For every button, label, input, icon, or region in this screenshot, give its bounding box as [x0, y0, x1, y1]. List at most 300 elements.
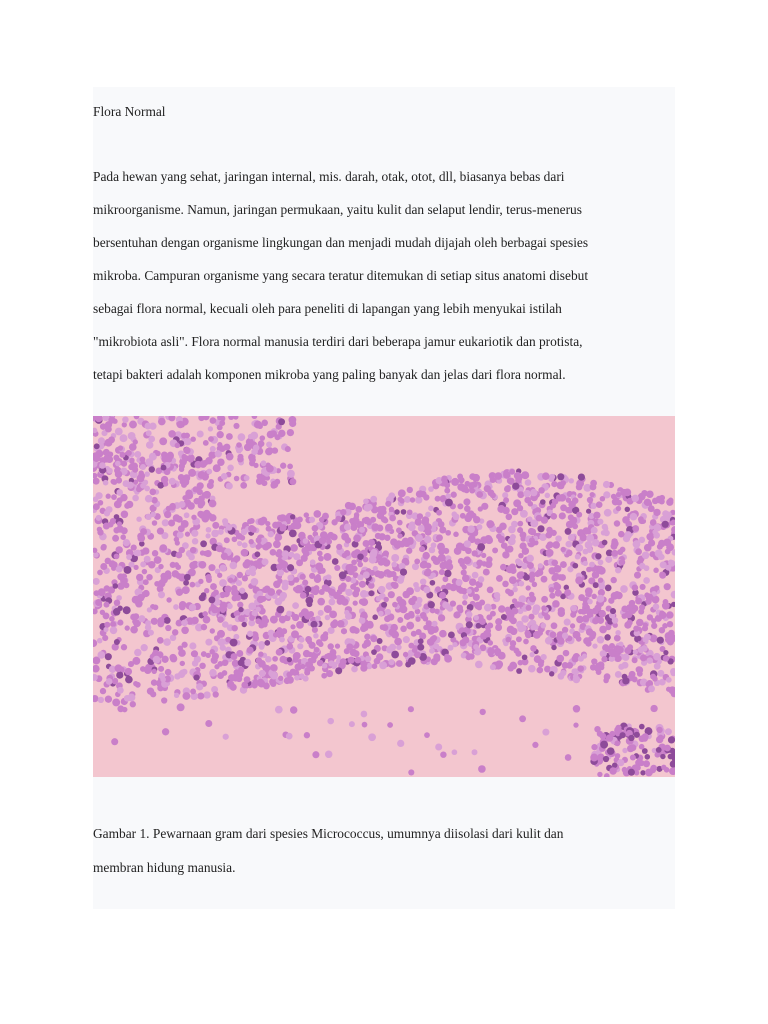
bacterium-cell: [219, 579, 227, 587]
bacterium-cell: [530, 645, 537, 652]
bacterium-cell: [541, 596, 548, 603]
bacterium-cell: [166, 597, 171, 602]
bacterium-cell: [210, 446, 216, 452]
bacterium-cell: [590, 492, 595, 497]
paragraph-line: bersentuhan dengan organisme lingkungan dan menjadi mudah dijajah oleh berbagai spesies: [93, 235, 589, 250]
bacterium-cell: [450, 600, 456, 606]
bacterium-cell: [199, 663, 205, 669]
bacterium-cell: [527, 516, 533, 522]
bacterium-cell: [573, 705, 580, 712]
bacterium-cell: [640, 584, 646, 590]
bacterium-cell: [518, 602, 524, 608]
bacterium-cell: [376, 596, 381, 601]
bacterium-cell: [532, 742, 538, 748]
bacterium-cell: [408, 657, 416, 665]
bacterium-cell: [401, 509, 407, 515]
bacterium-cell: [105, 426, 112, 433]
bacterium-cell: [485, 628, 491, 634]
bacterium-cell: [175, 443, 180, 448]
bacterium-cell: [618, 664, 624, 670]
bacterium-cell: [181, 627, 189, 635]
bacterium-cell: [381, 602, 387, 608]
bacterium-cell: [532, 582, 537, 587]
bacterium-cell: [144, 471, 150, 477]
bacterium-cell: [432, 621, 438, 627]
bacterium-cell: [545, 637, 553, 645]
bacterium-cell: [132, 619, 137, 624]
bacterium-cell: [226, 482, 233, 489]
bacterium-cell: [255, 551, 261, 557]
bacterium-cell: [487, 586, 494, 593]
bacterium-cell: [234, 476, 240, 482]
bacterium-cell: [410, 497, 415, 502]
bacterium-cell: [242, 542, 248, 548]
bacterium-cell: [596, 595, 604, 603]
bacterium-cell: [169, 478, 176, 485]
bacterium-cell: [319, 589, 325, 595]
bacterium-cell: [628, 735, 634, 741]
bacterium-cell: [540, 499, 546, 505]
bacterium-cell: [642, 625, 648, 631]
bacterium-cell: [145, 495, 153, 503]
bacterium-cell: [185, 490, 192, 497]
bacterium-cell: [587, 547, 593, 553]
bacterium-cell: [325, 751, 333, 759]
bacterium-cell: [643, 577, 650, 584]
bacterium-cell: [549, 474, 555, 480]
bacterium-cell: [517, 560, 523, 566]
bacterium-cell: [516, 636, 522, 642]
bacterium-cell: [391, 562, 397, 568]
bacterium-cell: [121, 511, 128, 519]
bacterium-cell: [277, 606, 285, 614]
bacterium-cell: [104, 622, 110, 628]
bacterium-cell: [544, 614, 550, 620]
bacterium-cell: [418, 525, 425, 532]
bacterium-cell: [114, 554, 120, 560]
bacterium-cell: [101, 544, 107, 550]
bacterium-cell: [476, 559, 483, 566]
bacterium-cell: [273, 540, 281, 548]
bacterium-cell: [232, 625, 238, 631]
bacterium-cell: [591, 744, 597, 750]
bacterium-cell: [237, 456, 243, 462]
bacterium-cell: [597, 519, 603, 525]
bacterium-cell: [162, 519, 169, 526]
bacterium-cell: [287, 575, 293, 581]
bacterium-cell: [146, 574, 152, 580]
bacterium-cell: [262, 664, 268, 670]
bacterium-cell: [97, 529, 103, 535]
bacterium-cell: [503, 497, 509, 503]
bacterium-cell: [198, 579, 203, 584]
bacterium-cell: [391, 554, 399, 562]
bacterium-cell: [197, 430, 204, 437]
bacterium-cell: [408, 643, 414, 649]
bacterium-cell: [594, 604, 601, 611]
bacterium-cell: [286, 733, 293, 740]
bacterium-cell: [181, 619, 188, 626]
bacterium-cell: [600, 741, 608, 749]
bacterium-cell: [602, 540, 608, 546]
bacterium-cell: [249, 518, 255, 524]
bacterium-cell: [352, 517, 360, 525]
bacterium-cell: [258, 680, 265, 687]
bacterium-cell: [217, 431, 224, 438]
bacterium-cell: [414, 651, 421, 658]
bacterium-cell: [445, 493, 451, 499]
bacterium-cell: [286, 643, 293, 650]
bacterium-cell: [266, 526, 272, 532]
bacterium-cell: [161, 656, 168, 663]
bacterium-cell: [248, 602, 256, 610]
bacterium-cell: [632, 584, 639, 591]
bacterium-cell: [140, 561, 146, 567]
bacterium-cell: [219, 564, 226, 571]
bacterium-cell: [340, 583, 346, 589]
bacterium-cell: [663, 650, 668, 655]
bacterium-cell: [189, 604, 196, 611]
bacterium-cell: [560, 504, 567, 511]
bacterium-cell: [659, 610, 664, 615]
bacterium-cell: [406, 548, 412, 554]
bacterium-cell: [591, 594, 597, 600]
bacterium-cell: [190, 547, 197, 554]
bacterium-cell: [104, 585, 110, 591]
bacterium-cell: [659, 627, 665, 633]
bacterium-cell: [117, 687, 124, 694]
bacterium-cell: [290, 544, 298, 552]
bacterium-cell: [480, 536, 488, 544]
bacterium-cell: [301, 555, 308, 562]
bacterium-cell: [648, 685, 655, 692]
bacterium-cell: [238, 659, 245, 666]
bacterium-cell: [261, 480, 267, 486]
bacterium-cell: [435, 743, 442, 750]
bacterium-cell: [357, 562, 363, 568]
bacterium-cell: [226, 453, 234, 461]
bacterium-cell: [486, 520, 494, 528]
bacterium-cell: [462, 575, 470, 583]
bacterium-cell: [307, 535, 312, 540]
bacterium-cell: [496, 526, 503, 533]
bacterium-cell: [260, 435, 266, 441]
bacterium-cell: [174, 537, 179, 542]
bacterium-cell: [220, 602, 228, 610]
bacterium-cell: [603, 756, 609, 762]
bacterium-cell: [123, 606, 131, 614]
bacterium-cell: [217, 573, 222, 578]
bacterium-cell: [589, 562, 595, 568]
bacterium-cell: [556, 655, 564, 663]
bacterium-cell: [620, 732, 626, 738]
bacterium-cell: [239, 588, 245, 594]
bacterium-cell: [125, 668, 132, 675]
paragraph-line: Pada hewan yang sehat, jaringan internal, mis. darah, otak, otot, dll, biasanya bebas dari: [93, 169, 565, 184]
bacterium-cell: [213, 464, 221, 472]
bacterium-cell: [362, 625, 368, 631]
bacterium-cell: [257, 563, 263, 569]
bacterium-cell: [207, 482, 214, 489]
bacterium-cell: [593, 582, 599, 588]
bacterium-cell: [397, 533, 402, 538]
bacterium-cell: [528, 614, 534, 620]
bacterium-cell: [157, 620, 164, 627]
bacterium-cell: [164, 617, 171, 624]
bacterium-cell: [201, 515, 209, 523]
bacterium-cell: [202, 611, 208, 617]
bacterium-cell: [666, 611, 673, 618]
bacterium-cell: [664, 745, 671, 752]
bacterium-cell: [335, 643, 340, 648]
bacterium-cell: [113, 583, 119, 589]
bacterium-cell: [467, 525, 475, 533]
bacterium-cell: [208, 436, 214, 442]
bacterium-cell: [362, 517, 368, 523]
bacterium-cell: [577, 665, 584, 672]
bacterium-cell: [544, 666, 551, 673]
bacterium-cell: [468, 510, 475, 517]
bacterium-cell: [423, 494, 429, 500]
bacterium-cell: [310, 657, 316, 663]
bacterium-cell: [115, 461, 121, 467]
bacterium-cell: [201, 651, 207, 657]
bacterium-cell: [228, 674, 235, 681]
bacterium-cell: [157, 482, 164, 489]
bacterium-cell: [587, 599, 593, 605]
bacterium-cell: [519, 571, 525, 577]
bacterium-cell: [105, 696, 112, 703]
bacterium-cell: [341, 628, 347, 634]
bacterium-cell: [477, 543, 485, 551]
bacterium-cell: [428, 601, 435, 608]
bacterium-cell: [122, 416, 128, 422]
bacterium-cell: [509, 645, 515, 651]
bacterium-cell: [498, 652, 506, 660]
bacterium-cell: [615, 567, 621, 573]
bacterium-cell: [546, 549, 554, 557]
bacterium-cell: [116, 546, 123, 553]
bacterium-cell: [511, 521, 518, 528]
bacterium-cell: [381, 516, 387, 522]
bacterium-cell: [357, 553, 364, 560]
bacterium-cell: [487, 647, 495, 655]
bacterium-cell: [344, 523, 351, 530]
figure-caption: [93, 825, 675, 893]
bacterium-cell: [403, 652, 408, 657]
bacterium-cell: [396, 660, 403, 667]
bacterium-cell: [112, 419, 117, 424]
body-paragraph: [93, 168, 675, 399]
bacterium-cell: [114, 600, 121, 607]
bacterium-cell: [567, 566, 573, 572]
bacterium-cell: [222, 670, 228, 676]
bacterium-cell: [600, 733, 607, 740]
bacterium-cell: [294, 675, 300, 681]
bacterium-cell: [120, 581, 126, 587]
bacterium-cell: [267, 431, 275, 439]
bacterium-cell: [558, 607, 565, 614]
bacterium-cell: [572, 563, 578, 569]
bacterium-cell: [596, 501, 603, 508]
bacterium-cell: [371, 523, 379, 531]
bacterium-cell: [241, 622, 246, 627]
bacterium-cell: [406, 622, 414, 630]
bacterium-cell: [594, 726, 600, 732]
bacterium-cell: [131, 545, 137, 551]
bacterium-cell: [615, 725, 621, 731]
bacterium-cell: [360, 665, 367, 672]
bacterium-cell: [624, 531, 632, 539]
bacterium-cell: [586, 628, 593, 635]
bacterium-cell: [272, 656, 278, 662]
bacterium-cell: [622, 654, 629, 661]
bacterium-cell: [659, 572, 666, 579]
bacterium-cell: [448, 645, 454, 651]
bacterium-cell: [180, 661, 185, 666]
bacterium-cell: [217, 616, 224, 623]
bacterium-cell: [286, 611, 292, 617]
bacterium-cell: [164, 511, 171, 518]
bacterium-cell: [460, 562, 465, 567]
bacterium-cell: [380, 557, 388, 565]
bacterium-cell: [654, 585, 660, 591]
bacterium-cell: [510, 567, 517, 574]
bacterium-cell: [110, 627, 118, 635]
bacterium-cell: [468, 482, 475, 489]
bacterium-cell: [536, 515, 543, 522]
bacterium-cell: [103, 449, 110, 456]
bacterium-cell: [505, 637, 511, 643]
bacterium-cell: [424, 570, 431, 577]
bacterium-cell: [668, 498, 674, 504]
bacterium-cell: [273, 632, 278, 637]
bacterium-cell: [224, 585, 231, 592]
bacterium-cell: [474, 615, 480, 621]
bacterium-cell: [391, 631, 399, 639]
bacterium-cell: [161, 465, 167, 471]
bacterium-cell: [651, 618, 656, 623]
bacterium-cell: [158, 564, 163, 569]
bacterium-cell: [403, 636, 410, 643]
bacterium-cell: [424, 536, 432, 544]
bacterium-cell: [302, 580, 308, 586]
bacterium-cell: [566, 662, 573, 669]
bacterium-cell: [151, 679, 157, 685]
bacterium-cell: [130, 701, 136, 707]
bacterium-cell: [656, 747, 662, 753]
bacterium-cell: [615, 630, 620, 635]
bacterium-cell: [538, 563, 543, 568]
bacterium-cell: [256, 657, 262, 663]
bacterium-cell: [273, 581, 281, 589]
bacterium-cell: [364, 634, 370, 640]
bacterium-cell: [120, 534, 126, 540]
bacterium-cell: [569, 478, 574, 483]
bacterium-cell: [293, 522, 301, 530]
bacterium-cell: [351, 559, 357, 565]
bacterium-cell: [517, 527, 523, 533]
bacterium-cell: [240, 482, 247, 489]
bacterium-cell: [353, 535, 361, 543]
bacterium-cell: [394, 638, 402, 646]
bacterium-cell: [102, 635, 108, 641]
bacterium-cell: [174, 562, 179, 567]
bacterium-cell: [407, 509, 413, 515]
bacterium-cell: [122, 422, 127, 427]
bacterium-cell: [469, 578, 477, 586]
bacterium-cell: [552, 600, 560, 608]
bacterium-cell: [251, 578, 259, 586]
bacterium-cell: [299, 673, 305, 679]
bacterium-cell: [136, 516, 141, 521]
bacterium-cell: [158, 666, 164, 672]
bacterium-cell: [350, 524, 357, 531]
bacterium-cell: [107, 468, 113, 474]
bacterium-cell: [255, 607, 261, 613]
bacterium-cell: [133, 565, 138, 570]
bacterium-cell: [184, 574, 191, 581]
bacterium-cell: [496, 575, 503, 582]
bacterium-cell: [624, 621, 631, 628]
bacterium-cell: [290, 706, 297, 713]
bacterium-cell: [541, 654, 547, 660]
bacterium-cell: [436, 510, 442, 516]
bacterium-cell: [100, 688, 106, 694]
bacterium-cell: [457, 483, 465, 491]
bacterium-cell: [126, 554, 132, 560]
bacterium-cell: [169, 504, 176, 511]
bacterium-cell: [509, 616, 515, 622]
bacterium-cell: [189, 642, 196, 649]
bacterium-cell: [345, 613, 352, 620]
bacterium-cell: [518, 595, 526, 603]
bacterium-cell: [208, 596, 215, 603]
bacterium-cell: [592, 643, 597, 648]
bacterium-cell: [335, 667, 342, 674]
bacterium-cell: [184, 433, 190, 439]
bacterium-cell: [289, 478, 296, 485]
bacterium-cell: [472, 572, 479, 579]
caption-line: Gambar 1. Pewarnaan gram dari spesies Micrococcus, umumnya diisolasi dari kulit dan: [93, 826, 564, 841]
bacterium-cell: [222, 660, 228, 666]
bacterium-cell: [115, 664, 123, 672]
bacterium-cell: [317, 569, 322, 574]
bacterium-cell: [238, 607, 243, 612]
bacterium-cell: [189, 562, 197, 570]
bacterium-cell: [301, 608, 309, 616]
bacterium-cell: [602, 524, 608, 530]
bacterium-cell: [577, 493, 582, 498]
bacterium-cell: [289, 530, 297, 538]
bacterium-cell: [211, 592, 216, 597]
bacterium-cell: [438, 554, 446, 562]
bacterium-cell: [650, 634, 658, 642]
bacterium-cell: [362, 722, 368, 728]
bacterium-cell: [564, 589, 571, 596]
bacterium-cell: [666, 512, 672, 518]
bacterium-cell: [625, 612, 630, 617]
bacterium-cell: [435, 586, 441, 592]
bacterium-cell: [249, 615, 255, 621]
bacterium-cell: [530, 489, 537, 496]
bacterium-cell: [528, 501, 534, 507]
bacterium-cell: [309, 517, 315, 523]
bacterium-cell: [297, 643, 303, 649]
bacterium-cell: [216, 545, 223, 552]
bacterium-cell: [558, 494, 566, 502]
bacterium-cell: [389, 644, 396, 651]
